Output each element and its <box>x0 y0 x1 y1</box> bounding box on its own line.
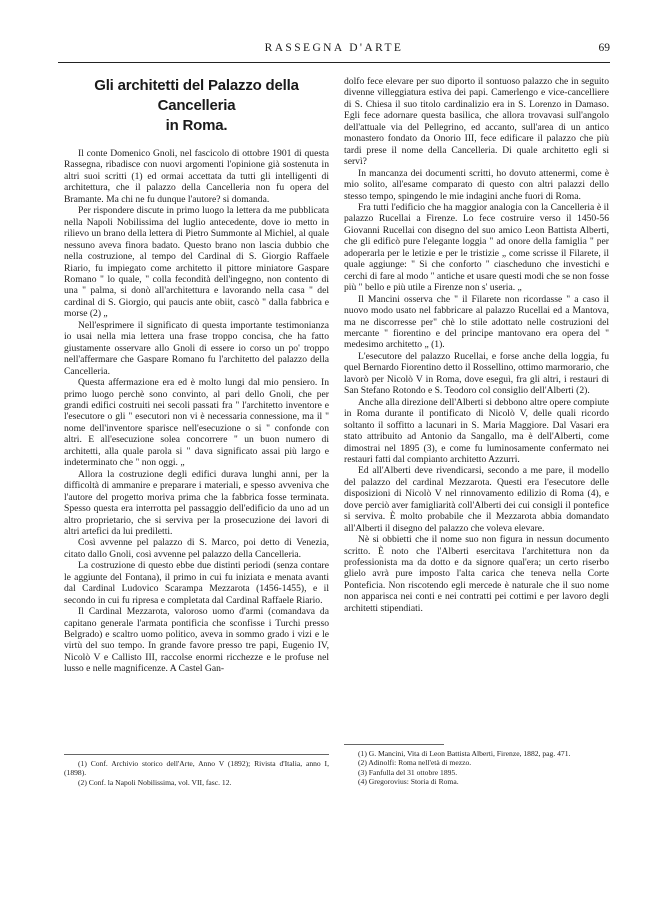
paragraph: Così avvenne pel palazzo di S. Marco, poi detto di Venezia, citato dallo Gnoli, così avvenne pel palazzo della Cancelleria. <box>64 537 329 560</box>
footnote: (2) Adinolfi: Roma nell'età di mezzo. <box>358 758 472 768</box>
paragraph: Il Cardinal Mezzarota, valoroso uomo d'armi (comandava da capitano generale l'armata pontificia che sconfisse i Turchi presso Belgrado) e scaltro uomo politico, aveva in sommo grado i vizi e le virtù del suo tempo. In grande favore presso tre papi, Eugenio IV, Nicolò V e Callisto III, raccolse enormi ricchezze e le profuse nel lusso e nelle magnificenze. A Castel Gan- <box>64 606 329 675</box>
running-title: RASSEGNA D'ARTE <box>264 42 404 54</box>
paragraph: Fra tutti l'edificio che ha maggior analogia con la Cancelleria è il palazzo Rucellai a Firenze. Lo fece costruire verso il 1450-56 Giovanni Rucellai con disegno del suo amico Leon Battista Alberti, che gli edificò pure l'elegante loggia " ad onore della famiglia " per adoperarla per le letizie e per le tristizie „ come scrisse il Filarete, il quale aggiunge: " Si che conforto " ciascheduno che investichi e cerchi di fare al modo " antiche et usare questi modi che se non fosse più " bello e più utile a Firenze non s' useria. „ <box>344 201 609 294</box>
paragraph: Nè si obbietti che il nome suo non figura in nessun documento scritto. È noto che l'Alberti esercitava l'architettura non da professionista ma da dotto e da signore qual'era; un certo riserbo glielo avrà pure imposto l'alta carica che teneva nella Corte Ponteficia. Non riscotendo egli mercede è naturale che il suo nome non apparisca nei conti e nei contratti pei cottimi e per lavoro degli architetti stipendiati. <box>344 534 609 614</box>
page-header <box>58 42 610 63</box>
paragraph: dolfo fece elevare per suo diporto il sontuoso palazzo che in seguito divenne villeggiatura estiva dei papi. Camerlengo e vice-cancelliere di S. Chiesa il suo titolo cardinalizio era in S. Lorenzo in Damaso. Egli fece adornare questa basilica, che allora trovavasi sull'angolo dell'attuale via del Pellegrino, ed accanto, sull'area di un antico monastero fondato da Onorio III, fece edificare il palazzo che più tardi prese il nome della Cancelleria. Di quale architetto egli si servì? <box>344 76 609 168</box>
article-title <box>64 76 329 136</box>
footnote: (1) Conf. Archivio storico dell'Arte, Anno V (1892); Rivista d'Italia, anno I, (1898). <box>64 759 329 778</box>
footnote: (2) Conf. la Napoli Nobilissima, vol. VII, fasc. 12. <box>78 777 232 787</box>
left-column <box>64 76 329 675</box>
paragraph: Ed all'Alberti deve rivendicarsi, secondo a me pare, il modello del palazzo del cardinal Mezzarota. Questi era l'esecutore delle disposizioni di Nicolò V nel rinnovamento edilizio di Roma (4), e dove perciò aver famigliarità coll'Alberti dei cui consigli il pontefice si serviva. È molto probabile che il Mezzarota abbia domandato all'Alberti il disegno del palazzo che voleva elevare. <box>344 465 609 534</box>
footnotes-left <box>64 754 329 787</box>
article-title-line-1: Gli architetti del Palazzo della Cancelleria <box>94 77 299 114</box>
footnote-divider <box>344 744 444 745</box>
article-title-line-2: in Roma. <box>165 117 228 134</box>
paragraph: Per rispondere discute in primo luogo la lettera da me pubblicata nella Napoli Nobilissima del luglio antecedente, dove io metto in rilievo un brano della lettera di Pietro Summonte al Michiel, al quale nessuno aveva finora badato. Questo brano non lascia dubbio che nella costruzione, al tempo del Cardinal di S. Giorgio Raffaele Riario, fu impiegato come architetto il pittore miniatore Gaspare Romano " lo quale, " colla fecondità dell'ingegno, non contento di una " palma, si donò all'architettura e lavorando nella casa " del cardinal di S. Giorgio, qui paucis ante obiit, cascò " dalla fabbrica e morse (2) „ <box>64 205 329 320</box>
paragraph: Questa affermazione era ed è molto lungi dal mio pensiero. In primo luogo perchè sono convinto, al pari dello Gnoli, che per grandi edifici costruiti nei secoli passati fra " l'architetto inventore e l'esecutore o gli " esecutori non vi è necessaria connessione, ma il " nome dell'inventore sparisce nell'esecuzione o si " confonde con altri. E all'esecuzione solea concorrere " un buon numero di architetti, alla quale parola si " dava significato assai più largo e indeterminato che " non oggi. „ <box>64 377 329 469</box>
footnote: (4) Gregorovius: Storia di Roma. <box>358 777 459 787</box>
footnote: (3) Fanfulla del 31 ottobre 1895. <box>358 767 458 777</box>
paragraph: L'esecutore del palazzo Rucellai, e forse anche della loggia, fu quel Bernardo Fiorentino detto il Rossellino, ottimo marmorario, che lavorò per Nicolò V in Roma, dove eseguì, fra gli altri, i restauri di San Stefano Rotondo e S. Teodoro col consiglio dell'Alberti (2). <box>344 350 609 397</box>
paragraph: Nell'esprimere il significato di questa importante testimonianza io usai nella mia lettera una frase troppo concisa, che ha fatto giustamente osservare allo Gnoli di essere io corso un po' troppo nell'affermare che Gaspare Romano fu l'architetto del palazzo della Cancelleria. <box>64 319 329 377</box>
paragraph: Allora la costruzione degli edifici durava lunghi anni, per la difficoltà di ammanire e preparare i materiali, e spesso avveniva che l'autore del progetto moriva prima che la fabbrica fosse terminata. Spesso questa era interrotta pel passaggio dell'edificio da uno ad un altro proprietario, che si serviva per la prosecuzione dei lavori di altri artefici da lui prediletti. <box>64 468 329 537</box>
footnote: (1) G. Mancini, Vita di Leon Battista Alberti, Firenze, 1882, pag. 471. <box>358 749 571 758</box>
paragraph: Anche alla direzione dell'Alberti si debbono altre opere compiute in Roma durante il pontificato di Nicolò V, delle quali ricordo soltanto il soffitto a lacunari in S. Maria Maggiore. Dal Vasari era stato attribuito ad Antonio da Sangallo, ma è dell'Alberti, come dimostrai nel 1895 (3), e come fu luminosamente confermato nei restauri fatti dal compianto architetto Azzurri. <box>344 396 609 465</box>
page-number: 69 <box>598 42 610 54</box>
paragraph: La costruzione di questo ebbe due distinti periodi (senza contare le aggiunte del Fontana), il primo in cui fu iniziata e menata avanti dal Cardinal Ludovico Scarampa Mezzarota (1456-1455), e il secondo in cui fu ripresa e completata dal Cardinal Raffaele Riario. <box>64 560 329 606</box>
paragraph: Il Mancini osserva che " il Filarete non ricordasse " a caso il nuovo modo usato nel fabbricare al palazzo Rucellai ed a Mantova, ma ne discorresse per" chè lo stile adottato nelle costruzioni del mercante " fiorentino e del principe mantovano era opera del " medesimo architetto „ (1). <box>344 293 609 351</box>
paragraph: Il conte Domenico Gnoli, nel fascicolo di ottobre 1901 di questa Rassegna, ribadisce con nuovi argomenti l'opinione già sostenuta in altri suoi scritti (1) ed ormai accettata da tutti gli intelligenti di architettura, che il palazzo della Cancelleria non fu opera del Bramante. Ma chi ne fu dunque l'autore? si domanda. <box>64 148 329 205</box>
footnotes-right <box>344 742 609 787</box>
right-column <box>344 76 609 614</box>
paragraph: In mancanza dei documenti scritti, ho dovuto attenermi, come è mio solito, all'esame comparato di questo con altri palazzi dello stesso tempo, spingendo le mie indagini anche fuori di Roma. <box>344 167 609 202</box>
